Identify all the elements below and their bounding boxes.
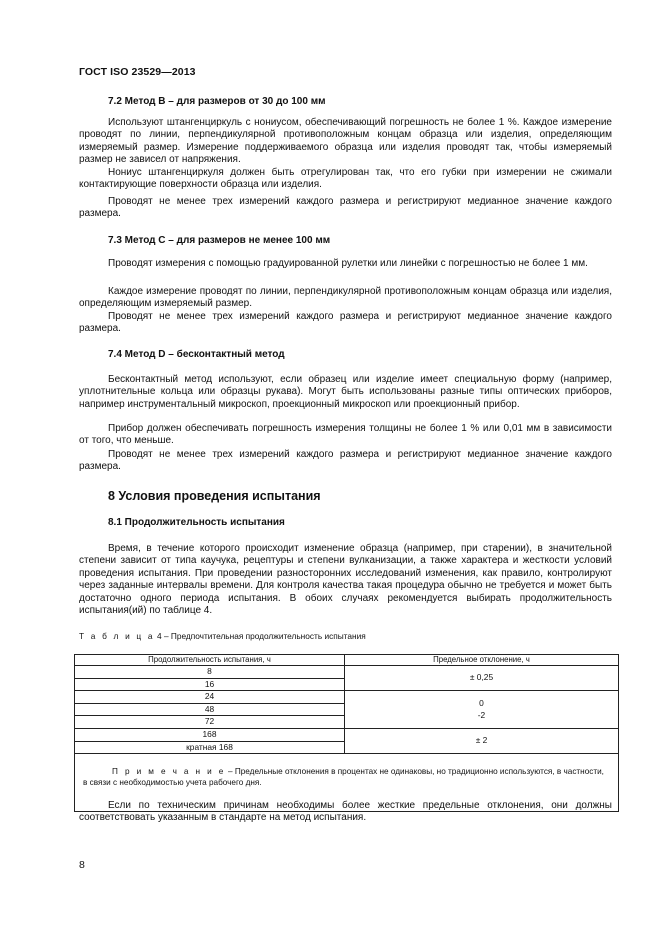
table-header-row xyxy=(75,655,619,666)
paragraph-7-4-2: Прибор должен обеспечивать погрешность измерения толщины не более 1 % или 0,01 мм в зависимости от того, что меньше. xyxy=(79,423,612,447)
deviation-cell xyxy=(345,691,619,729)
table-caption-title: – Предпочтительная продолжительность испытания xyxy=(163,631,366,641)
column-header-duration: Продолжительность испытания, ч xyxy=(75,655,345,666)
duration-cell: 24 xyxy=(75,691,345,704)
closing-paragraph: Если по техническим причинам необходимы более жесткие предельные отклонения, они должны соответствовать указанным в стандарте на метод испытания. xyxy=(79,800,612,824)
table-row xyxy=(75,666,619,679)
paragraph-7-2-1: Используют штангенциркуль с нониусом, обеспечивающий погрешность не более 1 %. Каждое измерение проводят по линии, перпендикулярной противоположным концам образца или изделия, определяющим измеряемый размер. Измерение поддерживаемого образца или изделия проводят так, чтобы измеряемый размер не зависел от напряжения. xyxy=(79,117,612,166)
duration-cell: 168 xyxy=(75,728,345,741)
duration-cell: 48 xyxy=(75,703,345,716)
document-header: ГОСТ ISO 23529—2013 xyxy=(79,66,196,78)
table-note-text: – Предельные отклонения в процентах не одинаковы, но традиционно используются, в частности, в связи с необходимостью учета рабочего дня. xyxy=(83,767,604,788)
paragraph-8-1-1: Время, в течение которого происходит изменение образца (например, при старении), в значительной степени зависит от типа каучука, рецептуры и степени вулканизации, а также характера и жесткости условий проведения испытания. При проведении разносторонних исследований изменения, как правило, контролируют через заданные интервалы времени. Для контроля качества такая процедура обычно не требуется и может быть достаточно одного периода испытания. В обоих случаях рекомендуется выбирать продолжительность испытания(ий) по таблице 4. xyxy=(79,543,612,617)
table-note-label: П р и м е ч а н и е xyxy=(112,767,226,777)
duration-cell: кратная 168 xyxy=(75,741,345,754)
deviation-lower: -2 xyxy=(477,709,486,720)
heading-8-1: 8.1 Продолжительность испытания xyxy=(108,517,285,528)
duration-cell: 72 xyxy=(75,716,345,729)
table-caption-label: Т а б л и ц а xyxy=(79,631,155,641)
paragraph-7-2-2: Нониус штангенциркуля должен быть отрегулирован так, что его губки при измерении не сжимали контактирующие поверхности образца или изделия. xyxy=(79,167,612,191)
heading-7-3: 7.3 Метод С – для размеров не менее 100 мм xyxy=(108,235,331,246)
paragraph-7-4-3: Проводят не менее трех измерений каждого размера и регистрируют медианное значение каждого размера. xyxy=(79,449,612,473)
heading-8: 8 Условия проведения испытания xyxy=(108,489,321,503)
heading-7-4: 7.4 Метод D – бесконтактный метод xyxy=(108,349,285,360)
table-row xyxy=(75,691,619,704)
column-header-deviation: Предельное отклонение, ч xyxy=(345,655,619,666)
duration-cell: 16 xyxy=(75,678,345,691)
duration-table xyxy=(74,654,619,812)
heading-7-2: 7.2 Метод В – для размеров от 30 до 100 мм xyxy=(108,96,326,107)
paragraph-7-2-3: Проводят не менее трех измерений каждого размера и регистрируют медианное значение каждого размера. xyxy=(79,196,612,220)
page-number: 8 xyxy=(79,859,85,871)
duration-cell: 8 xyxy=(75,666,345,679)
table-caption-number: 4 xyxy=(157,631,162,641)
paragraph-7-3-2: Каждое измерение проводят по линии, перпендикулярной противоположным концам образца или изделия, определяющим измеряемый размер. xyxy=(79,286,612,310)
deviation-cell: ± 2 xyxy=(345,728,619,753)
deviation-upper: 0 xyxy=(479,697,484,708)
paragraph-7-3-1: Проводят измерения с помощью градуированной рулетки или линейки с погрешностью не более 1 мм. xyxy=(108,258,588,269)
paragraph-7-4-1: Бесконтактный метод используют, если образец или изделие имеет специальную форму (например, уплотнительные кольца или образцы рукава). Могут быть использованы разные типы оптических приборов, например инструментальный микроскоп, проекционный микроскоп или проекционный прибор. xyxy=(79,374,612,410)
paragraph-7-3-3: Проводят не менее трех измерений каждого размера и регистрируют медианное значение каждого размера. xyxy=(79,311,612,335)
table-caption xyxy=(79,631,366,641)
deviation-cell: ± 0,25 xyxy=(345,666,619,691)
table-row xyxy=(75,728,619,741)
